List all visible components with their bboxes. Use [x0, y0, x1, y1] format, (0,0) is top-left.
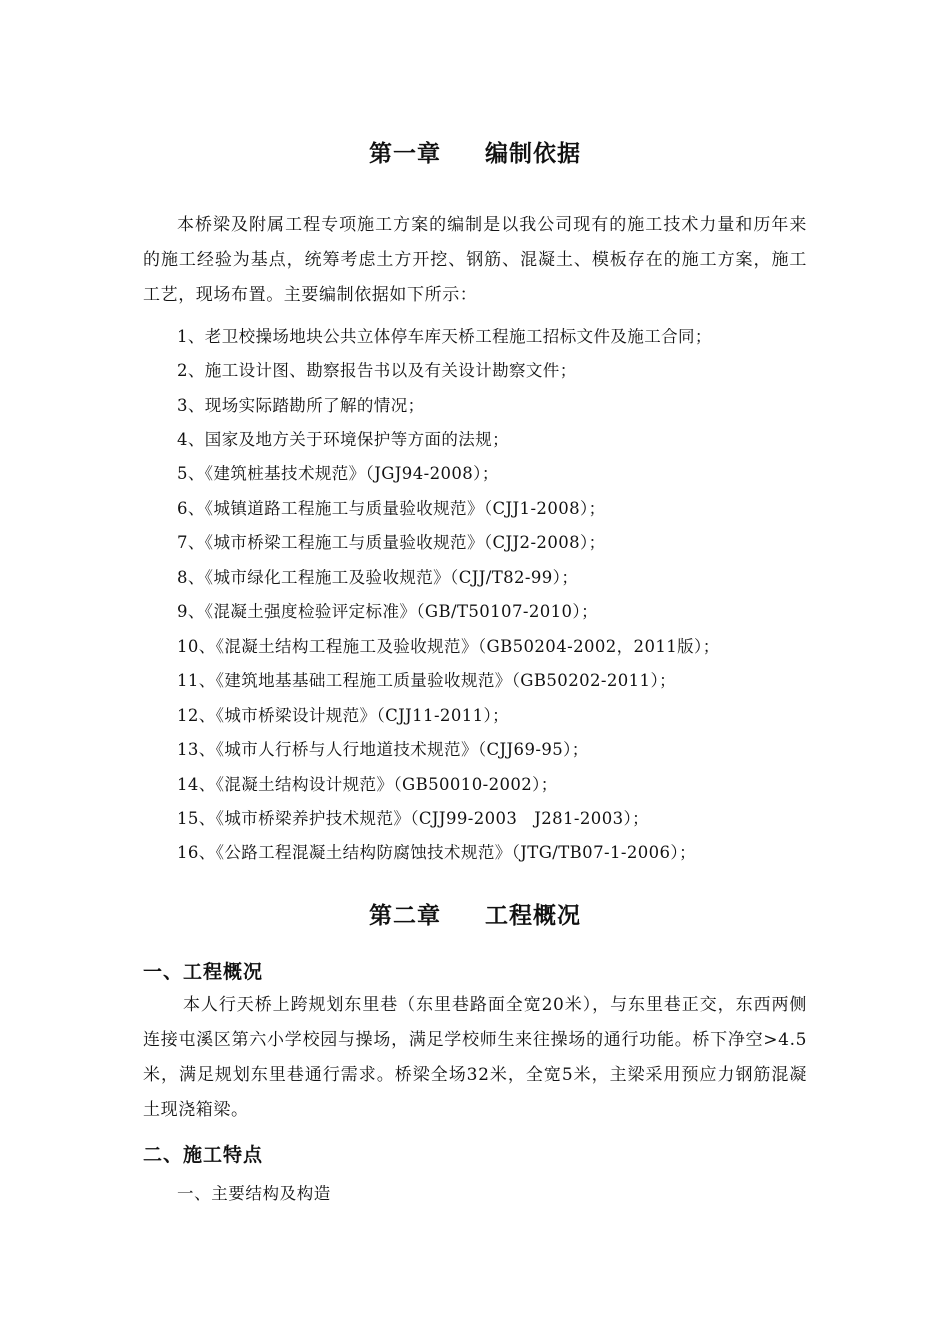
chapter-2-title	[0, 897, 950, 930]
chapter-1-intro: 本桥梁及附属工程专项施工方案的编制是以我公司现有的施工技术力量和历年来的施工经验为基点，统筹考虑土方开挖、钢筋、混凝土、模板存在的施工方案，施工工艺，现场布置。主要编制依据如下所示：	[143, 215, 807, 305]
basis-item-10: 10、《混凝土结构工程施工及验收规范》（GB50204-2002，2011版）；	[177, 637, 720, 656]
subsection-heading: 一、主要结构及构造	[177, 1184, 331, 1203]
chapter-2-number: 第二章	[369, 903, 441, 929]
chapter-2-name: 工程概况	[485, 903, 581, 929]
chapter-1-name: 编制依据	[485, 141, 581, 167]
section-1-body: 本人行天桥上跨规划东里巷（东里巷路面全宽20米），与东里巷正交，东西两侧连接屯溪区第六小学校园与操场，满足学校师生来往操场的通行功能。桥下净空>4.5米，满足规划东里巷通行需求。桥梁全场32米，全宽5米，主梁采用预应力钢筋混凝土现浇箱梁。	[143, 995, 807, 1120]
basis-item-8: 8、《城市绿化工程施工及验收规范》（CJJ/T82-99）；	[177, 568, 579, 587]
basis-item-15: 15、《城市桥梁养护技术规范》（CJJ99-2003 J281-2003）；	[177, 809, 650, 828]
basis-item-3: 3、现场实际踏勘所了解的情况；	[177, 396, 425, 415]
basis-item-16: 16、《公路工程混凝土结构防腐蚀技术规范》（JTG/TB07-1-2006）；	[177, 843, 696, 862]
basis-item-7: 7、《城市桥梁工程施工与质量验收规范》（CJJ2-2008）；	[177, 533, 606, 552]
section-1-heading: 一、工程概况	[143, 961, 264, 983]
basis-item-2: 2、施工设计图、勘察报告书以及有关设计勘察文件；	[177, 361, 577, 380]
chapter-1-number: 第一章	[369, 141, 441, 167]
basis-item-14: 14、《混凝土结构设计规范》（GB50010-2002）；	[177, 775, 558, 794]
basis-item-1: 1、老卫校操场地块公共立体停车库天桥工程施工招标文件及施工合同；	[177, 327, 712, 346]
chapter-1-title	[0, 135, 950, 168]
basis-item-12: 12、《城市桥梁设计规范》（CJJ11-2011）；	[177, 706, 510, 725]
basis-item-11: 11、《建筑地基基础工程施工质量验收规范》（GB50202-2011）；	[177, 671, 677, 690]
section-2-heading: 二、施工特点	[143, 1144, 264, 1166]
basis-item-4: 4、国家及地方关于环境保护等方面的法规；	[177, 430, 509, 449]
basis-item-6: 6、《城镇道路工程施工与质量验收规范》（CJJ1-2008）；	[177, 499, 606, 518]
basis-item-9: 9、《混凝土强度检验评定标准》（GB/T50107-2010）；	[177, 602, 598, 621]
basis-item-5: 5、《建筑桩基技术规范》（JGJ94-2008）；	[177, 464, 499, 483]
basis-item-13: 13、《城市人行桥与人行地道技术规范》（CJJ69-95）；	[177, 740, 589, 759]
